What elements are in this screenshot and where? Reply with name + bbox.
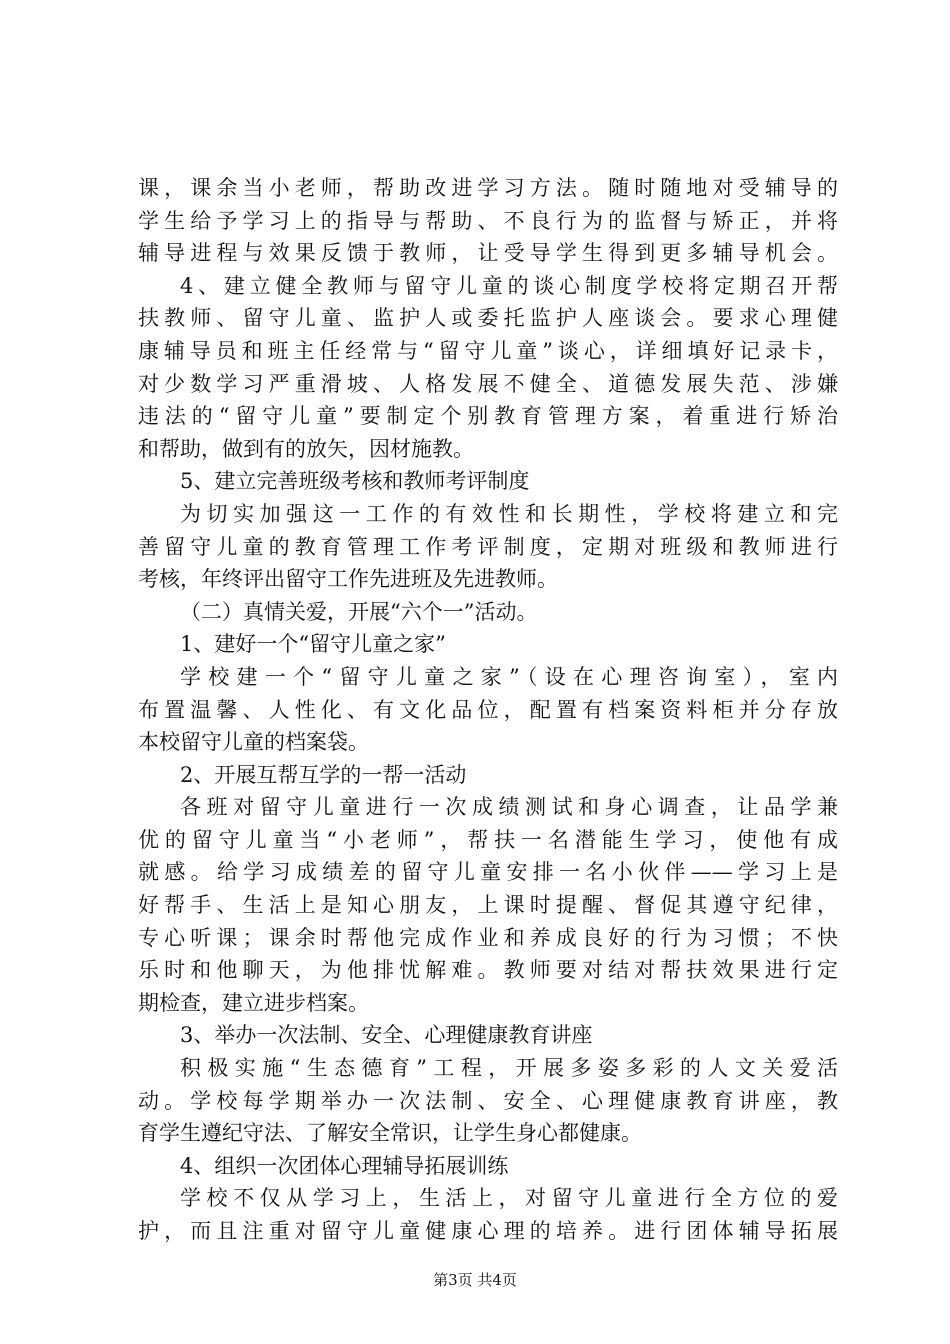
text-line: 布置温馨、人性化、有文化品位，配置有档案资料柜并分存放 xyxy=(138,697,838,722)
text-line: 乐时和他聊天，为他排忧解难。教师要对结对帮扶效果进行定 xyxy=(138,958,838,983)
text-line: 动。学校每学期举办一次法制、安全、心理健康教育讲座，教 xyxy=(138,1088,838,1113)
text-line: 对少数学习严重滑坡、人格发展不健全、道德发展失范、涉嫌 xyxy=(138,371,838,396)
text-line: 学生给予学习上的指导与帮助、不良行为的监督与矫正，并将 xyxy=(138,208,838,233)
text-line: 5、建立完善班级考核和教师考评制度 xyxy=(180,469,530,494)
text-line: 好帮手、生活上是知心朋友，上课时提醒、督促其遵守纪律， xyxy=(138,893,838,918)
text-line: 积极实施“生态德育”工程，开展多姿多彩的人文关爱活 xyxy=(180,1056,838,1081)
text-line: 各班对留守儿童进行一次成绩测试和身心调查，让品学兼 xyxy=(180,795,838,820)
text-line: 育学生遵纪守法、了解安全常识，让学生身心都健康。 xyxy=(138,1121,642,1146)
text-line: 专心听课；课余时帮他完成作业和养成良好的行为习惯；不快 xyxy=(138,925,838,950)
text-line: 扶教师、留守儿童、监护人或委托监护人座谈会。要求心理健 xyxy=(138,306,838,331)
text-line: 辅导进程与效果反馈于教师，让受导学生得到更多辅导机会。 xyxy=(138,241,838,266)
text-line: 学校不仅从学习上，生活上，对留守儿童进行全方位的爱 xyxy=(180,1186,838,1211)
text-line: 4、建立健全教师与留守儿童的谈心制度学校将定期召开帮 xyxy=(180,273,838,298)
text-line: 3、举办一次法制、安全、心理健康教育讲座 xyxy=(180,1023,593,1048)
text-line: 课，课余当小老师，帮助改进学习方法。随时随地对受辅导的 xyxy=(138,176,838,200)
text-line: 就感。给学习成绩差的留守儿童安排一名小伙伴——学习上是 xyxy=(138,860,838,885)
page-number-footer: 第3页 共4页 xyxy=(433,1271,517,1289)
text-line: 善留守儿童的教育管理工作考评制度，定期对班级和教师进行 xyxy=(138,534,838,559)
text-line: 优的留守儿童当“小老师”，帮扶一名潜能生学习，使他有成 xyxy=(138,827,838,852)
text-line: 护，而且注重对留守儿童健康心理的培养。进行团体辅导拓展 xyxy=(138,1219,838,1243)
text-line: 2、开展互帮互学的一帮一活动 xyxy=(180,762,467,787)
document-body xyxy=(138,172,838,1248)
text-line: 1、建好一个“留守儿童之家” xyxy=(180,632,446,657)
text-line: 和帮助，做到有的放矢，因材施教。 xyxy=(138,436,474,461)
text-line: （二）真情关爱，开展“六个一”活动。 xyxy=(180,599,538,624)
text-line: 学校建一个“留守儿童之家”（设在心理咨询室），室内 xyxy=(180,664,838,689)
text-line: 违法的“留守儿童”要制定个别教育管理方案，着重进行矫治 xyxy=(138,404,838,429)
text-line: 康辅导员和班主任经常与“留守儿童”谈心，详细填好记录卡， xyxy=(138,338,838,363)
text-line: 为切实加强这一工作的有效性和长期性，学校将建立和完 xyxy=(180,501,838,526)
text-line: 本校留守儿童的档案袋。 xyxy=(138,730,369,755)
text-line: 考核，年终评出留守工作先进班及先进教师。 xyxy=(138,567,558,592)
text-line: 4、组织一次团体心理辅导拓展训练 xyxy=(180,1153,509,1178)
text-line: 期检查，建立进步档案。 xyxy=(138,990,369,1015)
